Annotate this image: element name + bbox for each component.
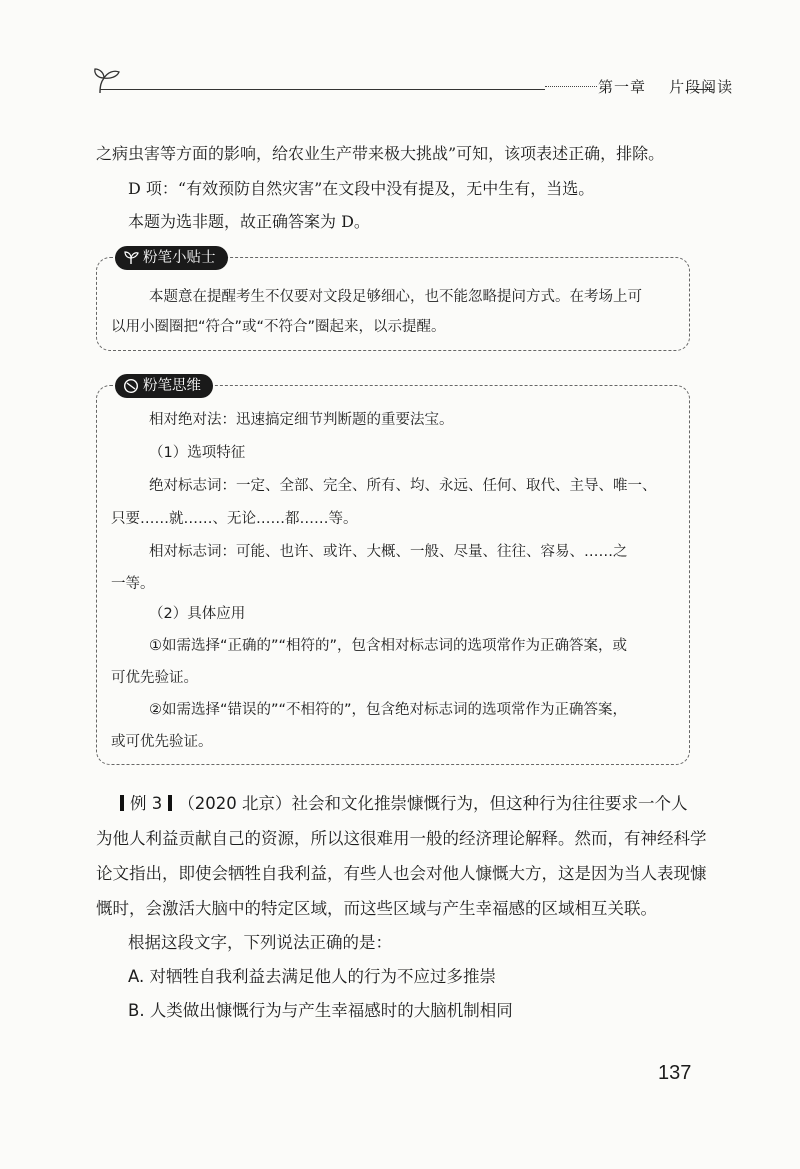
thinking-line: （2）具体应用 — [149, 606, 246, 622]
thinking-line: ①如需选择“正确的”“相符的”，包含相对标志词的选项常作为正确答案，或 — [149, 638, 628, 654]
example-source: （2020 北京） — [178, 794, 292, 813]
thinking-line: 或可优先验证。 — [111, 734, 213, 750]
running-header — [90, 62, 734, 102]
header-rule-right — [690, 89, 714, 90]
sprout-icon — [90, 66, 124, 96]
thinking-badge — [115, 374, 213, 398]
intro-line-1: 之病虫害等方面的影响，给农业生产带来极大挑战”可知，该项表述正确，排除。 — [96, 144, 665, 163]
thinking-box — [96, 378, 690, 765]
thinking-line: 一等。 — [111, 576, 155, 592]
brain-icon — [123, 378, 139, 394]
option-b: B. 人类做出慷慨行为与产生幸福感时的大脑机制相同 — [128, 1001, 513, 1020]
example-marker — [168, 795, 172, 811]
thinking-line: ②如需选择“错误的”“不相符的”，包含绝对标志词的选项常作为正确答案， — [149, 702, 628, 718]
page-number: 137 — [658, 1062, 692, 1084]
header-rule — [100, 89, 545, 90]
option-a: A. 对牺牲自我利益去满足他人的行为不应过多推崇 — [128, 967, 496, 986]
thinking-line: 绝对标志词：一定、全部、完全、所有、均、永远、任何、取代、主导、唯一、 — [149, 478, 657, 494]
tip-line-1: 本题意在提醒考生不仅要对文段足够细心，也不能忽略提问方式。在考场上可 — [149, 289, 642, 305]
thinking-line: （1）选项特征 — [149, 445, 246, 461]
section-label: 片段阅读 — [669, 78, 734, 96]
chapter-label: 第一章 — [598, 78, 647, 96]
tip-title: 粉笔小贴士 — [143, 250, 216, 266]
intro-line-3: 本题为选非题，故正确答案为 D。 — [128, 212, 370, 231]
example-question: 根据这段文字，下列说法正确的是： — [128, 933, 392, 952]
example-marker — [120, 795, 124, 811]
thinking-line: 相对绝对法：迅速搞定细节判断题的重要法宝。 — [149, 412, 454, 428]
intro-line-2: D 项：“有效预防自然灾害”在文段中没有提及，无中生有，当选。 — [128, 179, 595, 198]
tip-badge — [115, 246, 228, 270]
header-dotted-rule — [545, 86, 597, 87]
thinking-line: 只要……就……、无论……都……等。 — [111, 511, 358, 527]
example-line-3: 论文指出，即使会牺牲自我利益，有些人也会对他人慷慨大方，这是因为当人表现慷 — [96, 864, 707, 883]
example-label: 例 3 — [130, 794, 163, 813]
tip-line-2: 以用小圈圈把“符合”或“不符合”圈起来，以示提醒。 — [111, 319, 446, 335]
thinking-line: 相对标志词：可能、也许、或许、大概、一般、尽量、往往、容易、……之 — [149, 544, 628, 560]
thinking-line: 可优先验证。 — [111, 670, 198, 686]
chapter-title — [598, 76, 733, 97]
example-line-1 — [120, 793, 688, 815]
example-text: 社会和文化推崇慷慨行为，但这种行为往往要求一个人 — [291, 794, 688, 813]
example-line-2: 为他人利益贡献自己的资源，所以这很难用一般的经济理论解释。然而，有神经科学 — [96, 829, 707, 848]
thinking-title: 粉笔思维 — [143, 378, 201, 394]
example-line-4: 慨时，会激活大脑中的特定区域，而这些区域与产生幸福感的区域相互关联。 — [96, 899, 657, 918]
tip-box — [96, 250, 690, 351]
sprout-icon — [123, 251, 139, 265]
